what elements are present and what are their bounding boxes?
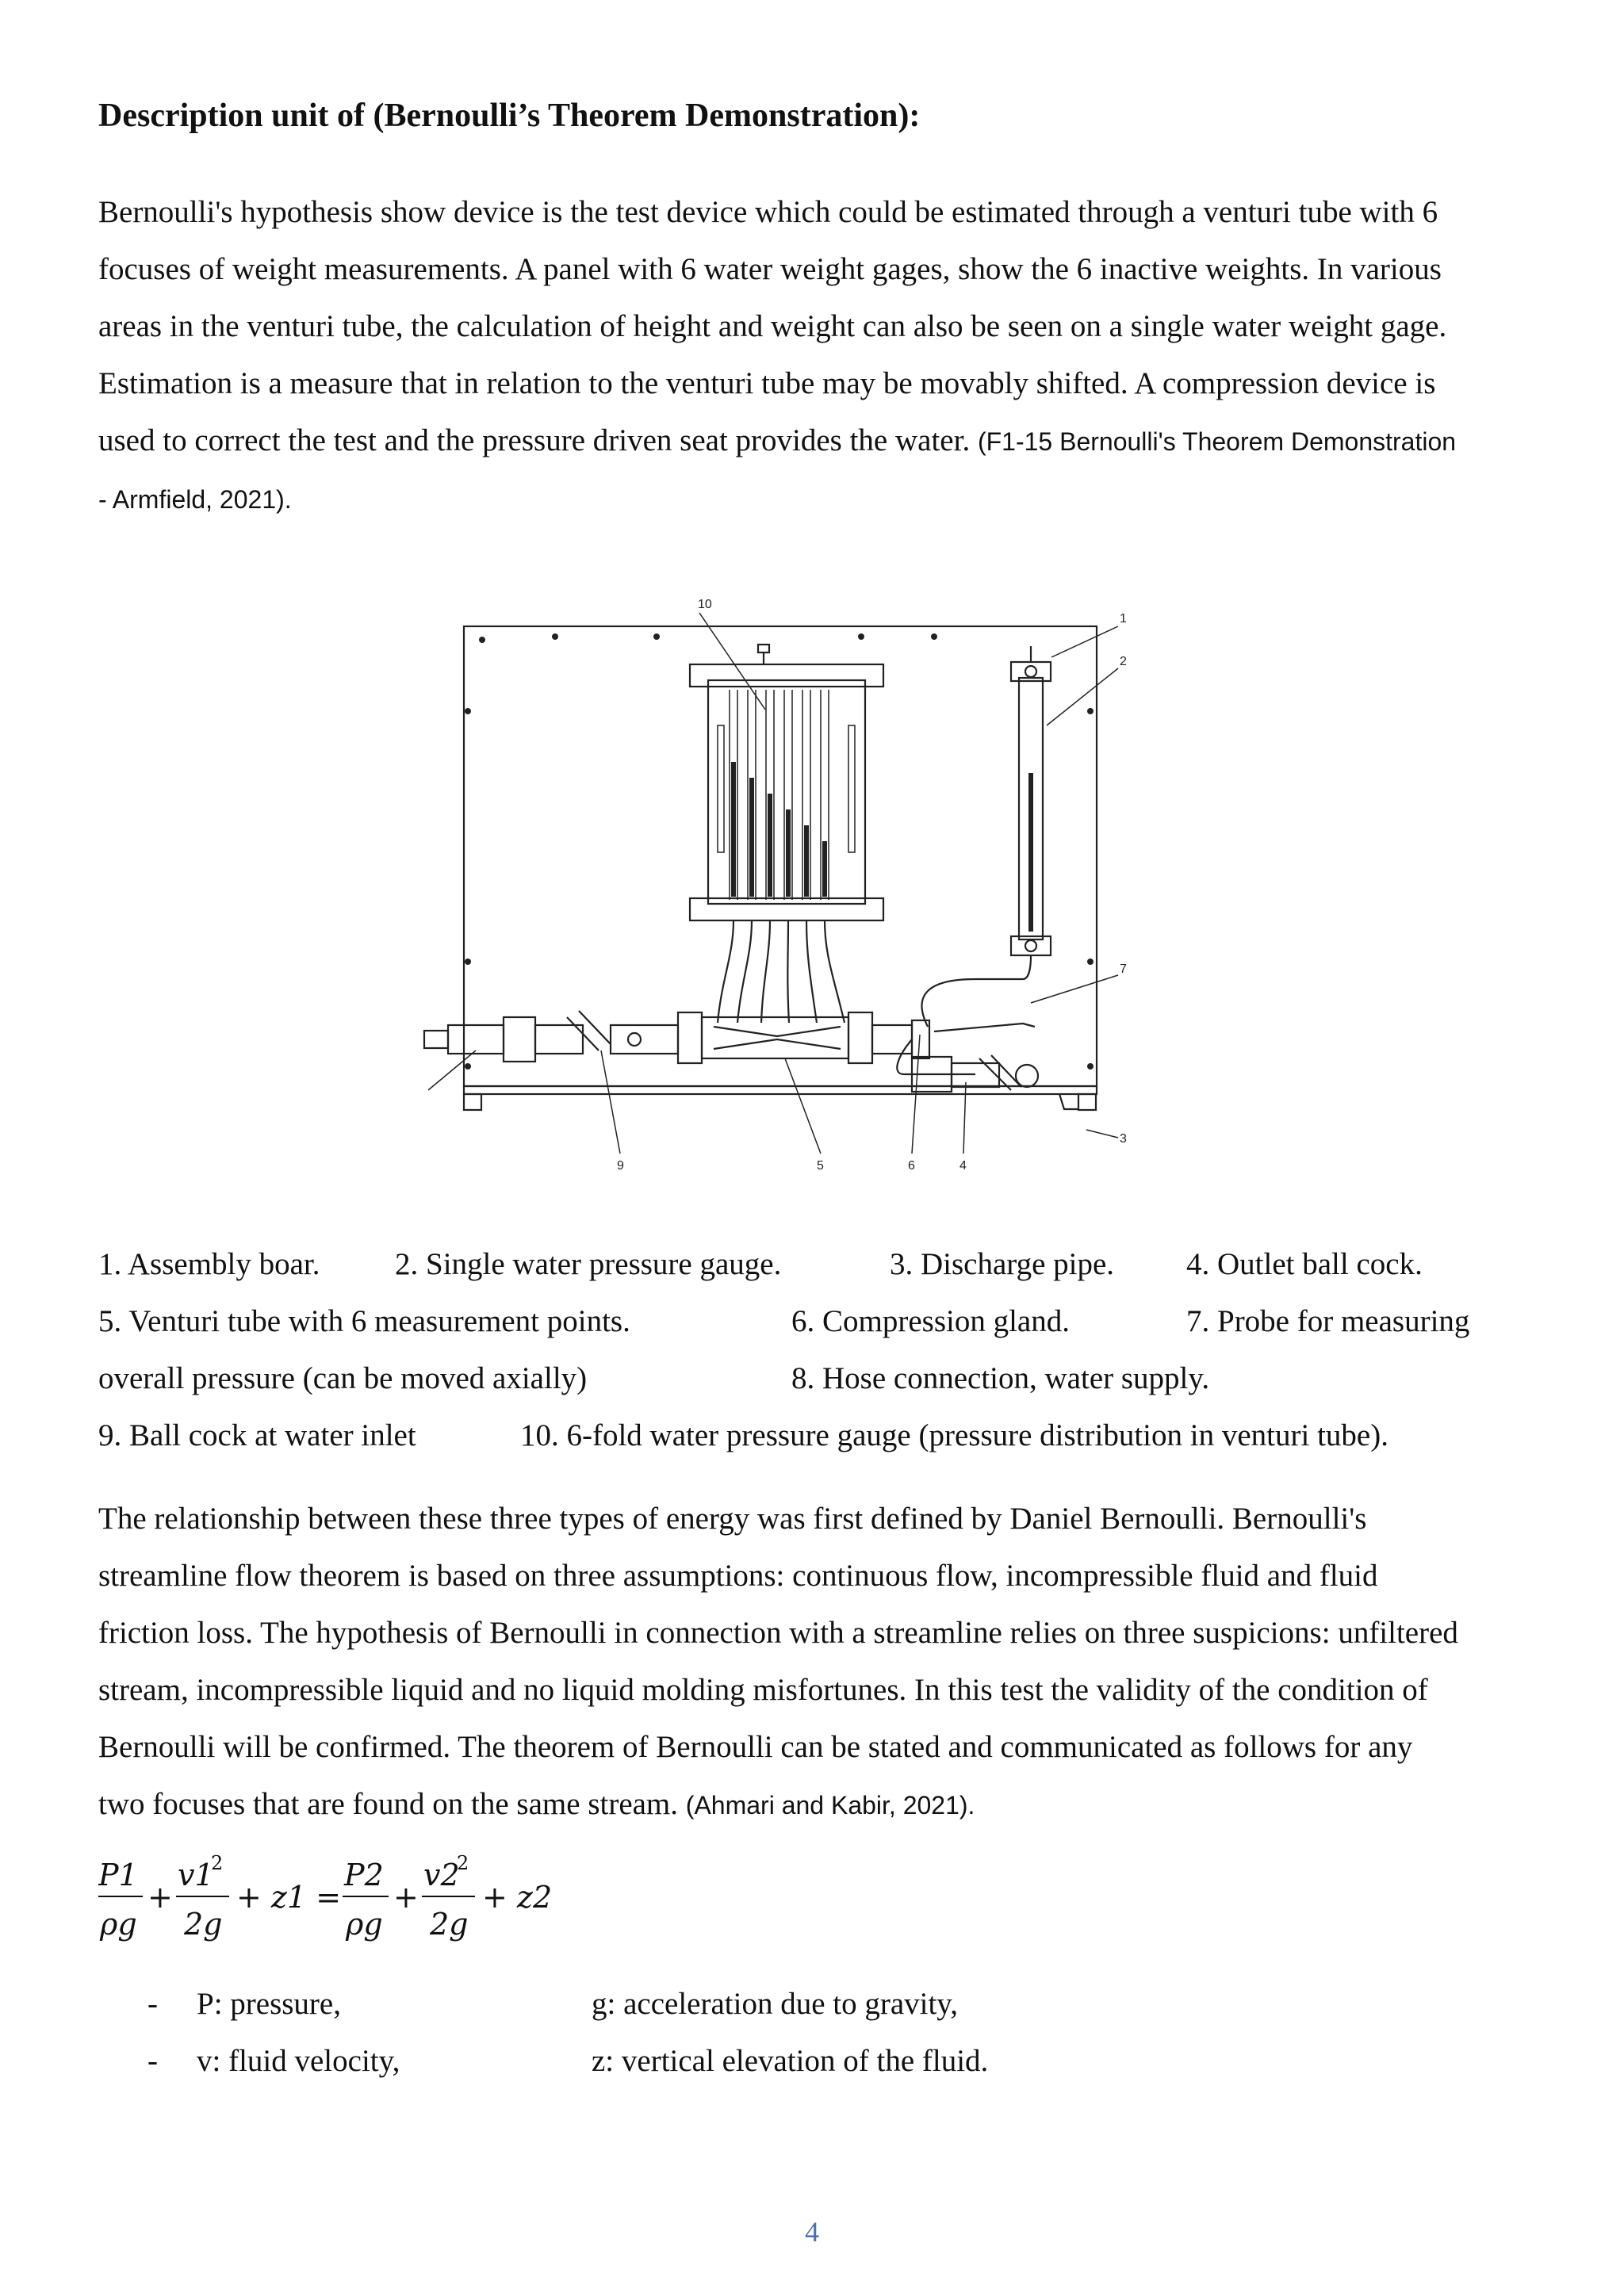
eq-2g: 2g [430, 1907, 469, 1942]
eq-sq: 2 [211, 1852, 224, 1874]
section-heading: Description unit of (Bernoulli’s Theorem Demonstration): [98, 98, 921, 134]
legend-item-5: 5. Venturi tube with 6 measurement points. [98, 1304, 630, 1338]
theory-paragraph [98, 1490, 1526, 1834]
eq-z2: + z2 [482, 1880, 553, 1915]
citation: (F1-15 Bernoulli's Theorem Demonstration [977, 427, 1457, 456]
text-line: areas in the venturi tube, the calculation of height and weight can also be seen on a single water weight gage. [98, 309, 1447, 343]
callout-7: 7 [1120, 962, 1127, 976]
legend-item-7: 7. Probe for measuring [1186, 1304, 1470, 1338]
board-base [464, 1086, 1097, 1094]
eq-p2: P2 [344, 1858, 384, 1892]
text-segment: two focuses that are found on the same stream. [98, 1787, 679, 1821]
eq-p1: P1 [98, 1858, 138, 1892]
text-line: friction loss. The hypothesis of Bernoulli in connection with a streamline relies on three suspicions: unfiltered [98, 1616, 1458, 1650]
page-number: 4 [805, 2216, 819, 2248]
eq-rho-g: ρg [346, 1907, 383, 1942]
text-line: Estimation is a measure that in relation to the venturi tube may be movably shifted. A compression device is [98, 366, 1436, 400]
outlet-ball-cock [979, 1055, 1021, 1090]
legend-item-8: 8. Hose connection, water supply. [791, 1361, 1210, 1395]
text-segment: used to correct the test and the pressure driven seat provides the water. [98, 423, 971, 457]
text-line: focuses of weight measurements. A panel with 6 water weight gages, show the 6 inactive weights. In various [98, 252, 1442, 286]
eq-sq: 2 [457, 1852, 469, 1874]
variable-pressure: P: pressure, [197, 1987, 341, 2021]
legend-item-6: 6. Compression gland. [791, 1304, 1070, 1338]
eq-plus: + [147, 1880, 173, 1915]
legend-item-3: 3. Discharge pipe. [890, 1247, 1115, 1281]
callout-10: 10 [698, 598, 712, 611]
callout-5: 5 [817, 1159, 824, 1173]
eq-v1: v1 [178, 1858, 214, 1892]
eq-z1: + z1 = [236, 1880, 342, 1915]
callout-6: 6 [908, 1159, 915, 1173]
callout-3: 3 [1120, 1132, 1127, 1146]
text-line [98, 470, 1526, 528]
callout-2: 2 [1120, 655, 1127, 668]
text-line: streamline flow theorem is based on three assumptions: continuous flow, incompressible fluid and fluid [98, 1559, 1378, 1593]
inlet-ball-cock [567, 1011, 611, 1050]
text-line: Bernoulli's hypothesis show device is the test device which could be estimated through a venturi tube with 6 [98, 195, 1438, 229]
eq-rho-g: ρg [100, 1907, 137, 1942]
legend-item-1: 1. Assembly boar. [98, 1247, 320, 1281]
variable-gravity: g: acceleration due to gravity, [592, 1987, 959, 2021]
text-line [98, 412, 1526, 470]
citation: - Armfield, 2021). [98, 485, 292, 514]
legend-item-4: 4. Outlet ball cock. [1186, 1247, 1423, 1281]
legend-item-9: 9. Ball cock at water inlet [98, 1418, 416, 1452]
callout-1: 1 [1120, 612, 1127, 626]
eq-2g: 2g [184, 1907, 223, 1942]
intro-paragraph [98, 184, 1526, 528]
diagram-svg [420, 583, 1158, 1185]
variable-dash: - [147, 2044, 158, 2078]
variable-dash: - [147, 1987, 158, 2021]
text-line: Bernoulli will be confirmed. The theorem of Bernoulli can be stated and communicated as follows for any [98, 1730, 1413, 1764]
citation: (Ahmari and Kabir, 2021). [685, 1791, 975, 1820]
apparatus-diagram [420, 583, 1158, 1185]
venturi-tube [702, 1017, 848, 1058]
callout-9: 9 [617, 1159, 624, 1173]
variable-velocity: v: fluid velocity, [197, 2044, 400, 2078]
eq-plus: + [393, 1880, 419, 1915]
text-line: stream, incompressible liquid and no liquid molding misfortunes. In this test the validity of the condition of [98, 1673, 1428, 1707]
text-line [98, 1776, 1526, 1834]
probe-hose [922, 955, 1032, 1027]
callout-4: 4 [959, 1159, 967, 1173]
bernoulli-equation [98, 1847, 653, 1950]
eq-v2: v2 [423, 1858, 460, 1892]
text-line: The relationship between these three types of energy was first defined by Daniel Bernoulli. Bernoulli's [98, 1502, 1367, 1536]
legend-item-7-continued: overall pressure (can be moved axially) [98, 1361, 588, 1395]
legend-item-10: 10. 6-fold water pressure gauge (pressure distribution in venturi tube). [520, 1418, 1388, 1452]
variable-elevation: z: vertical elevation of the fluid. [592, 2044, 989, 2078]
equation-svg [98, 1847, 653, 1950]
legend-item-2: 2. Single water pressure gauge. [395, 1247, 782, 1281]
